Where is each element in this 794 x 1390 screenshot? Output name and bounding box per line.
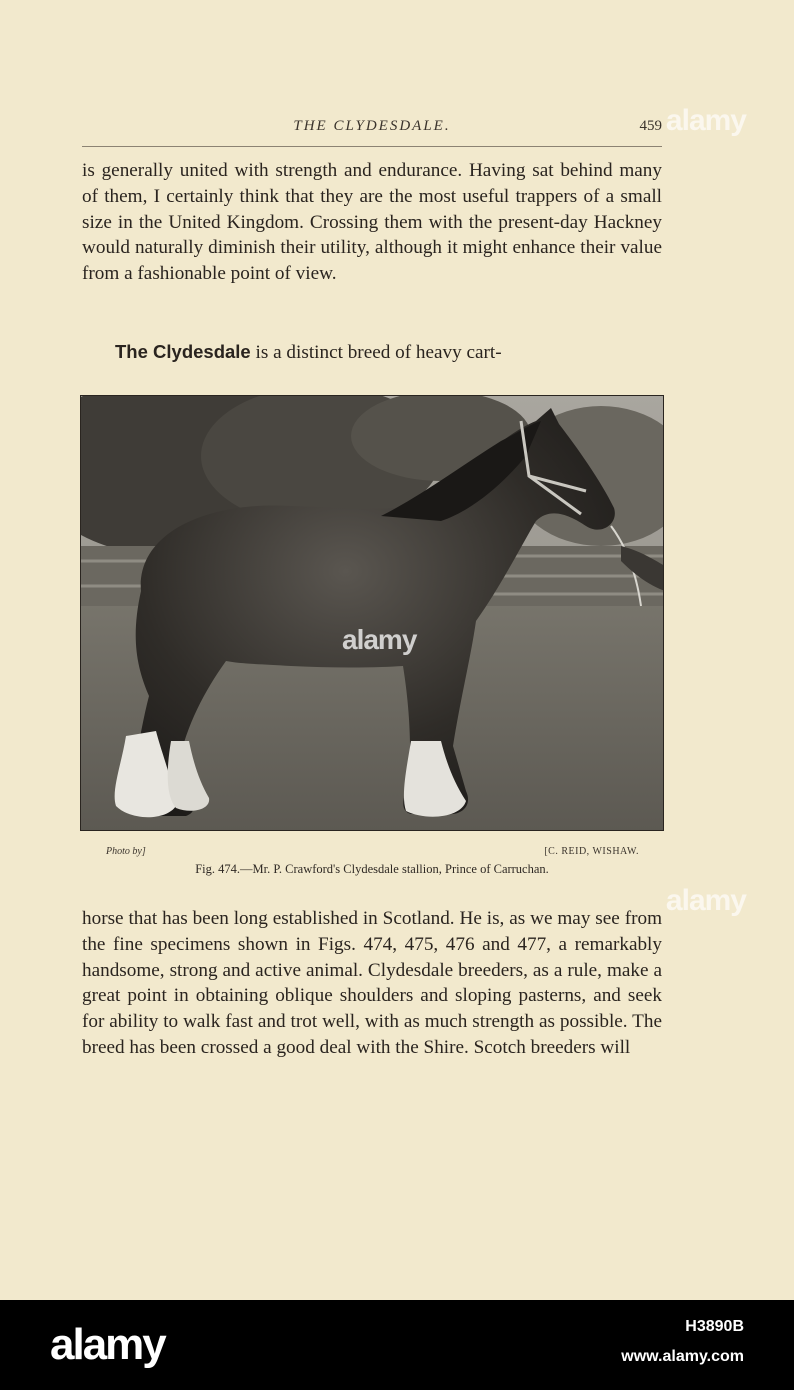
alamy-logo: alamy — [50, 1320, 165, 1369]
page-number: 459 — [639, 118, 662, 134]
running-title: THE CLYDESDALE. — [293, 118, 451, 134]
watermark-photo: alamy — [342, 624, 417, 655]
running-header — [82, 118, 662, 142]
paragraph-2 — [82, 339, 662, 366]
clydesdale-stallion-image — [81, 396, 664, 831]
image-code: H3890B — [685, 1318, 744, 1335]
paragraph-3: horse that has been long established in Scotland. He is, as we may see from the fine specimens shown in Figs. 474, 475, 476 and 477, a remarkably handsome, strong and active animal. Clydesdale breeders, as a rule, make a great point in obtaining oblique shoulders and sloping pasterns, and seek for ability to walk fast and trot well, with as much strength as possible. The breed has been crossed a good deal with the Shire. Scotch breeders will — [82, 908, 662, 1058]
paragraph-2-lead: The Clydesdale — [115, 341, 251, 362]
photo-credit-prefix: Photo by] — [106, 846, 146, 857]
photo-credit-name: [C. REID, WISHAW. — [544, 846, 639, 857]
watermark-top: alamy — [665, 104, 746, 137]
figure-caption: Fig. 474.—Mr. P. Crawford's Clydesdale stallion, Prince of Carruchan. — [195, 862, 549, 876]
horse-photograph — [80, 395, 664, 831]
footer-url: www.alamy.com — [621, 1348, 744, 1365]
watermark-middle: alamy — [665, 884, 746, 917]
paragraph-2-text: is a distinct breed of heavy cart- — [250, 342, 502, 363]
header-rule — [82, 146, 662, 147]
paragraph-1: is generally united with strength and endurance. Having sat behind many of them, I certainly think that they are the most useful trappers of a small size in the United Kingdom. Crossing them with the present-day Hackney would naturally diminish their utility, although it might enhance their value from a fashionable point of view. — [82, 160, 662, 285]
stock-footer-bar — [0, 1300, 794, 1390]
